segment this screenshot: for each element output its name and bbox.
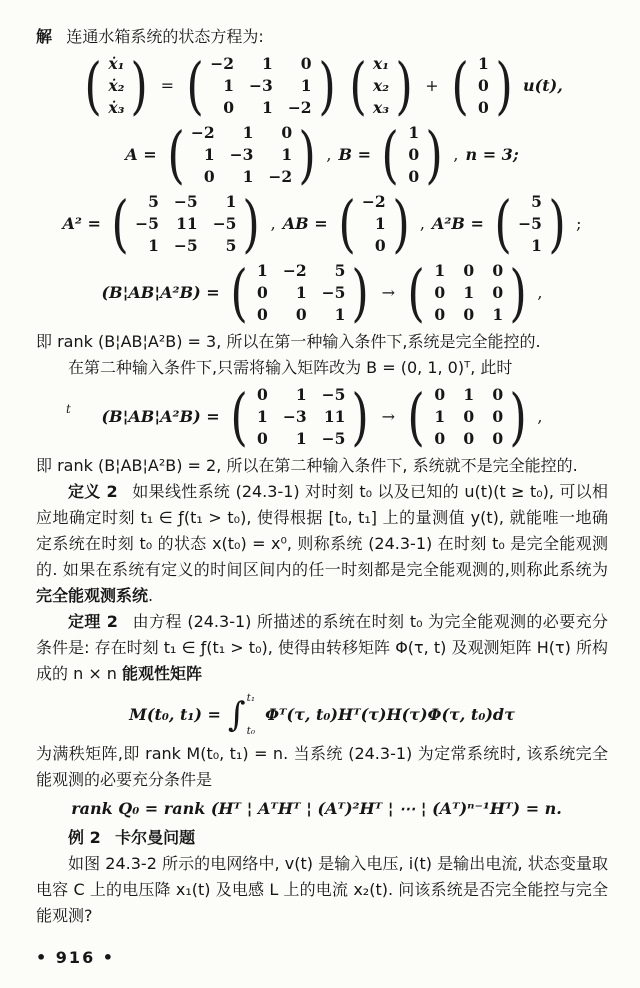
matrix-cell: 11 (176, 214, 198, 233)
semicolon: ; (576, 214, 582, 233)
matrix-left-paren: ( (111, 187, 129, 260)
matrix-left-paren: ( (451, 49, 469, 122)
theorem-2-paragraph (36, 609, 608, 687)
matrix-left-paren: ( (381, 118, 399, 191)
matrix-cell: ẋ₂ (108, 76, 125, 95)
b-equals-label: B = (338, 145, 371, 164)
matrix-cell: 0 (408, 145, 420, 164)
matrix-grid (132, 191, 239, 257)
comma: , (537, 407, 543, 426)
matrix-cell: 0 (478, 98, 489, 117)
matrix-cell: 0 (463, 305, 475, 324)
matrix-cell: −2 (287, 98, 312, 117)
observability-gramian-equation (36, 692, 608, 737)
controllability-matrix-raw-2 (227, 380, 373, 453)
matrix-grid (105, 53, 127, 119)
matrix-cell: 1 (295, 385, 307, 404)
matrix-cell: −5 (321, 429, 346, 448)
matrix-right-paren: ) (395, 49, 413, 122)
matrix-cell: 1 (463, 283, 475, 302)
matrix-cell: 0 (478, 76, 489, 95)
matrix-cell: 1 (148, 236, 159, 255)
matrix-cell: 1 (242, 123, 254, 142)
rank-conclusion-2: 即 rank (B¦AB¦A²B) = 2, 所以在第二种输入条件下, 系统就不是完全能控的. (36, 456, 578, 475)
matrix-cell: 0 (203, 167, 215, 186)
stray-print-mark: t (66, 402, 71, 416)
matrix-left-paren: ( (338, 187, 356, 260)
matrix-cell: ẋ₁ (108, 54, 125, 73)
matrix-cell: 0 (434, 305, 446, 324)
integral-limits (246, 692, 256, 737)
solution-paragraph (36, 24, 608, 50)
example-2-title: 卡尔曼问题 (115, 828, 196, 847)
a-matrix (183, 49, 339, 122)
comma: , (326, 145, 332, 164)
gramian-integrand: Φᵀ(τ, t₀)Hᵀ(τ)H(τ)Φ(τ, t₀)dτ (265, 705, 515, 724)
matrix-cell: 0 (463, 429, 475, 448)
observability-rank-equation (71, 796, 608, 822)
matrix-cell: 5 (334, 261, 346, 280)
n-equals-label: n = 3; (465, 145, 519, 164)
theorem-2-label: 定理 2 (68, 612, 118, 631)
matrix-cell: 0 (223, 98, 235, 117)
matrix-cell: 0 (374, 236, 386, 255)
a2b-label: A²B = (431, 214, 484, 233)
controllability-matrix-raw (227, 256, 373, 329)
matrix-cell: −5 (135, 214, 159, 233)
matrix-cell: −5 (518, 214, 542, 233)
controllability-label: (B¦AB¦A²B) = (101, 283, 220, 302)
matrix-cell: −2 (210, 54, 235, 73)
matrix-cell: 1 (408, 123, 420, 142)
controllability-matrix-1 (36, 256, 608, 329)
matrix-left-paren: ( (494, 187, 512, 260)
matrix-cell: 1 (295, 283, 307, 302)
matrix-grid (428, 260, 506, 326)
matrix-grid (515, 191, 545, 257)
state-equation (36, 49, 608, 122)
matrix-cell: x₂ (373, 76, 390, 95)
matrix-cell: 1 (281, 145, 293, 164)
matrix-cell: x₃ (373, 98, 390, 117)
matrix-cell: 0 (492, 283, 504, 302)
matrix-cell: −2 (268, 167, 293, 186)
full-rank-paragraph: 为满秩矩阵,即 rank M(t₀, t₁) = n. 当系统 (24.3-1) 为定常系统时, 该系统完全能观测的必要充分条件是 (36, 744, 608, 789)
matrix-left-paren: ( (186, 49, 204, 122)
matrix-cell: 0 (300, 54, 312, 73)
matrix-right-paren: ) (130, 49, 149, 122)
rank-conclusion-1: 即 rank (B¦AB¦A²B) = 3, 所以在第一种输入条件下,系统是完全能控的. (36, 332, 541, 351)
matrix-cell: 5 (225, 236, 237, 255)
b-vector-2 (378, 118, 446, 191)
matrix-cell: 1 (531, 236, 542, 255)
integral-expression (227, 692, 258, 737)
matrix-cell: 1 (242, 167, 254, 186)
matrix-left-paren: ( (407, 380, 425, 453)
arrow-icon: → (381, 283, 396, 302)
definition-2-label: 定义 2 (68, 482, 118, 501)
comma: , (270, 214, 276, 233)
matrix-cell: 1 (262, 54, 273, 73)
matrix-cell: 0 (492, 429, 504, 448)
controllability-matrix-reduced-2 (404, 380, 530, 453)
integral-icon: ∫ (227, 695, 246, 735)
matrix-left-paren: ( (407, 256, 425, 329)
matrix-cell: 1 (434, 407, 446, 426)
matrix-cell: 0 (257, 429, 268, 448)
integral-lower-limit: t₀ (246, 725, 256, 737)
matrix-right-paren: ) (548, 187, 566, 260)
example-2-body: 如图 24.3-2 所示的电网络中, v(t) 是输入电压, i(t) 是输出电流, 状态变量取电容 C 上的电压降 x₁(t) 及电感 L 上的电流 x₂(t). 问该系统是否完全能控与完全能观测? (36, 854, 608, 925)
matrix-cell: 0 (434, 385, 446, 404)
matrix-cell: −2 (361, 192, 386, 211)
matrix-cell: −5 (321, 283, 346, 302)
matrix-cell: 5 (148, 192, 159, 211)
example-2-label: 例 2 (68, 828, 101, 847)
solution-text: 连通水箱系统的状态方程为: (66, 27, 264, 46)
b-vector (448, 49, 516, 122)
ab-vector (335, 187, 413, 260)
a2b-vector (491, 187, 569, 260)
matrix-cell: −2 (190, 123, 215, 142)
matrix-cell: 11 (323, 407, 346, 426)
matrix-left-paren: ( (230, 256, 248, 329)
definition-2-paragraph (36, 479, 608, 609)
matrix-right-paren: ) (495, 49, 513, 122)
a-equals-label: A = (125, 145, 157, 164)
controllability-label-2: (B¦AB¦A²B) = (101, 407, 220, 426)
matrix-cell: 1 (492, 305, 504, 324)
plus-sign: + (425, 76, 439, 95)
abn-equation (36, 118, 608, 191)
comma: , (419, 214, 425, 233)
text-run: . (148, 586, 154, 605)
matrix-cell: 0 (492, 385, 504, 404)
theorem-2-body (36, 612, 608, 683)
matrix-cell: 1 (262, 98, 273, 117)
matrix-cell: 1 (300, 76, 312, 95)
matrix-cell: 0 (434, 283, 446, 302)
equals-sign: = (160, 76, 175, 95)
matrix-right-paren: ) (351, 380, 370, 453)
comma: , (537, 283, 543, 302)
observability-rank-condition: rank Q₀ = rank (Hᵀ ¦ AᵀHᵀ ¦ (Aᵀ)²Hᵀ ¦ ⋯ ¦ (Aᵀ)ⁿ⁻¹Hᵀ) = n. (71, 799, 562, 818)
input-term: u(t), (523, 76, 563, 95)
matrix-cell: −2 (282, 261, 307, 280)
matrix-cell: 0 (257, 385, 268, 404)
matrix-cell: −3 (282, 407, 307, 426)
matrix-right-paren: ) (317, 49, 336, 122)
page-number: • 916 • (36, 948, 115, 967)
ab-label: AB = (282, 214, 328, 233)
matrix-left-paren: ( (230, 380, 248, 453)
a-matrix-2 (164, 118, 320, 191)
matrix-grid (188, 122, 295, 188)
matrix-grid (472, 53, 492, 119)
matrix-cell: 1 (334, 305, 346, 324)
text-run: 由方程 (24.3-1) 所描述的系统在时刻 t₀ 为完全能观测的必要充分条件是: 存在时刻 t₁ ∈ ƒ(t₁ > t₀), 使得由转移矩阵 Φ(τ, t) 及观测矩阵 H(τ) 所构成的 n × n (36, 612, 608, 683)
matrix-cell: 0 (408, 167, 420, 186)
matrix-cell: −5 (173, 236, 198, 255)
matrix-grid (207, 53, 314, 119)
matrix-right-paren: ) (242, 187, 261, 260)
matrix-cell: −5 (212, 214, 237, 233)
matrix-cell: −5 (173, 192, 198, 211)
matrix-grid (251, 384, 349, 450)
matrix-left-paren: ( (349, 49, 367, 122)
matrix-right-paren: ) (392, 187, 410, 260)
text-run: 能观性矩阵 (122, 664, 203, 683)
matrix-cell: 1 (257, 261, 268, 280)
matrix-right-paren: ) (509, 256, 528, 329)
matrix-right-paren: ) (509, 380, 528, 453)
powers-equation (36, 187, 608, 260)
matrix-grid (359, 191, 389, 257)
matrix-left-paren: ( (167, 118, 185, 191)
matrix-cell: 1 (203, 145, 215, 164)
matrix-cell: 0 (492, 407, 504, 426)
matrix-cell: 1 (257, 407, 268, 426)
matrix-grid (402, 122, 422, 188)
gramian-lhs: M(t₀, t₁) = (129, 705, 221, 724)
integral-upper-limit: t₁ (246, 692, 256, 704)
definition-2-body (36, 482, 608, 605)
matrix-right-paren: ) (298, 118, 317, 191)
matrix-grid (428, 384, 506, 450)
matrix-left-paren: ( (84, 49, 103, 122)
matrix-cell: 1 (225, 192, 237, 211)
text-run: 如果线性系统 (24.3-1) 对时刻 t₀ 以及已知的 u(t)(t ≥ t₀), 可以相应地确定时刻 t₁ ∈ ƒ(t₁ > t₀), 使得根据 [t₀, t₁] 上的量测值 y(t), 就能唯一地确定系统在时刻 t₀ 的状态 x(t₀) = x⁰, 则称系统 (24.3-1) 在时刻 t₀ 是完全能观测的. 如果在系统有定义的时间区间内的任一时刻都是完全能观测的,则称此系统为 (36, 482, 608, 579)
comma: , (453, 145, 459, 164)
matrix-cell: −3 (229, 145, 254, 164)
a-squared-matrix (108, 187, 264, 260)
matrix-cell: −3 (249, 76, 273, 95)
matrix-cell: 5 (531, 192, 542, 211)
matrix-cell: 0 (463, 407, 475, 426)
controllability-matrix-2 (36, 380, 608, 453)
text-run: 完全能观测系统 (36, 586, 149, 605)
a-squared-label: A² = (62, 214, 101, 233)
matrix-cell: 1 (295, 429, 307, 448)
example-2-heading (36, 825, 608, 851)
matrix-cell: 0 (492, 261, 504, 280)
arrow-icon: → (381, 407, 396, 426)
matrix-cell: x₁ (373, 54, 390, 73)
matrix-cell: 1 (478, 54, 489, 73)
solution-label: 解 (36, 27, 53, 46)
matrix-cell: 0 (295, 305, 307, 324)
matrix-right-paren: ) (425, 118, 444, 191)
matrix-grid (370, 53, 392, 119)
x-vector (346, 49, 416, 122)
matrix-cell: 1 (374, 214, 386, 233)
matrix-cell: 1 (434, 261, 446, 280)
matrix-cell: 0 (257, 283, 268, 302)
controllability-matrix-reduced (404, 256, 530, 329)
matrix-cell: −5 (321, 385, 346, 404)
matrix-grid (251, 260, 349, 326)
matrix-cell: 0 (434, 429, 446, 448)
second-input-paragraph: 在第二种输入条件下,只需将输入矩阵改为 B = (0, 1, 0)ᵀ, 此时 (68, 358, 513, 377)
matrix-cell: 0 (463, 261, 475, 280)
matrix-right-paren: ) (351, 256, 370, 329)
matrix-cell: 0 (257, 305, 268, 324)
matrix-cell: 0 (281, 123, 293, 142)
xdot-vector (81, 49, 151, 122)
matrix-cell: 1 (463, 385, 475, 404)
matrix-cell: ẋ₃ (108, 98, 125, 117)
matrix-cell: 1 (223, 76, 235, 95)
